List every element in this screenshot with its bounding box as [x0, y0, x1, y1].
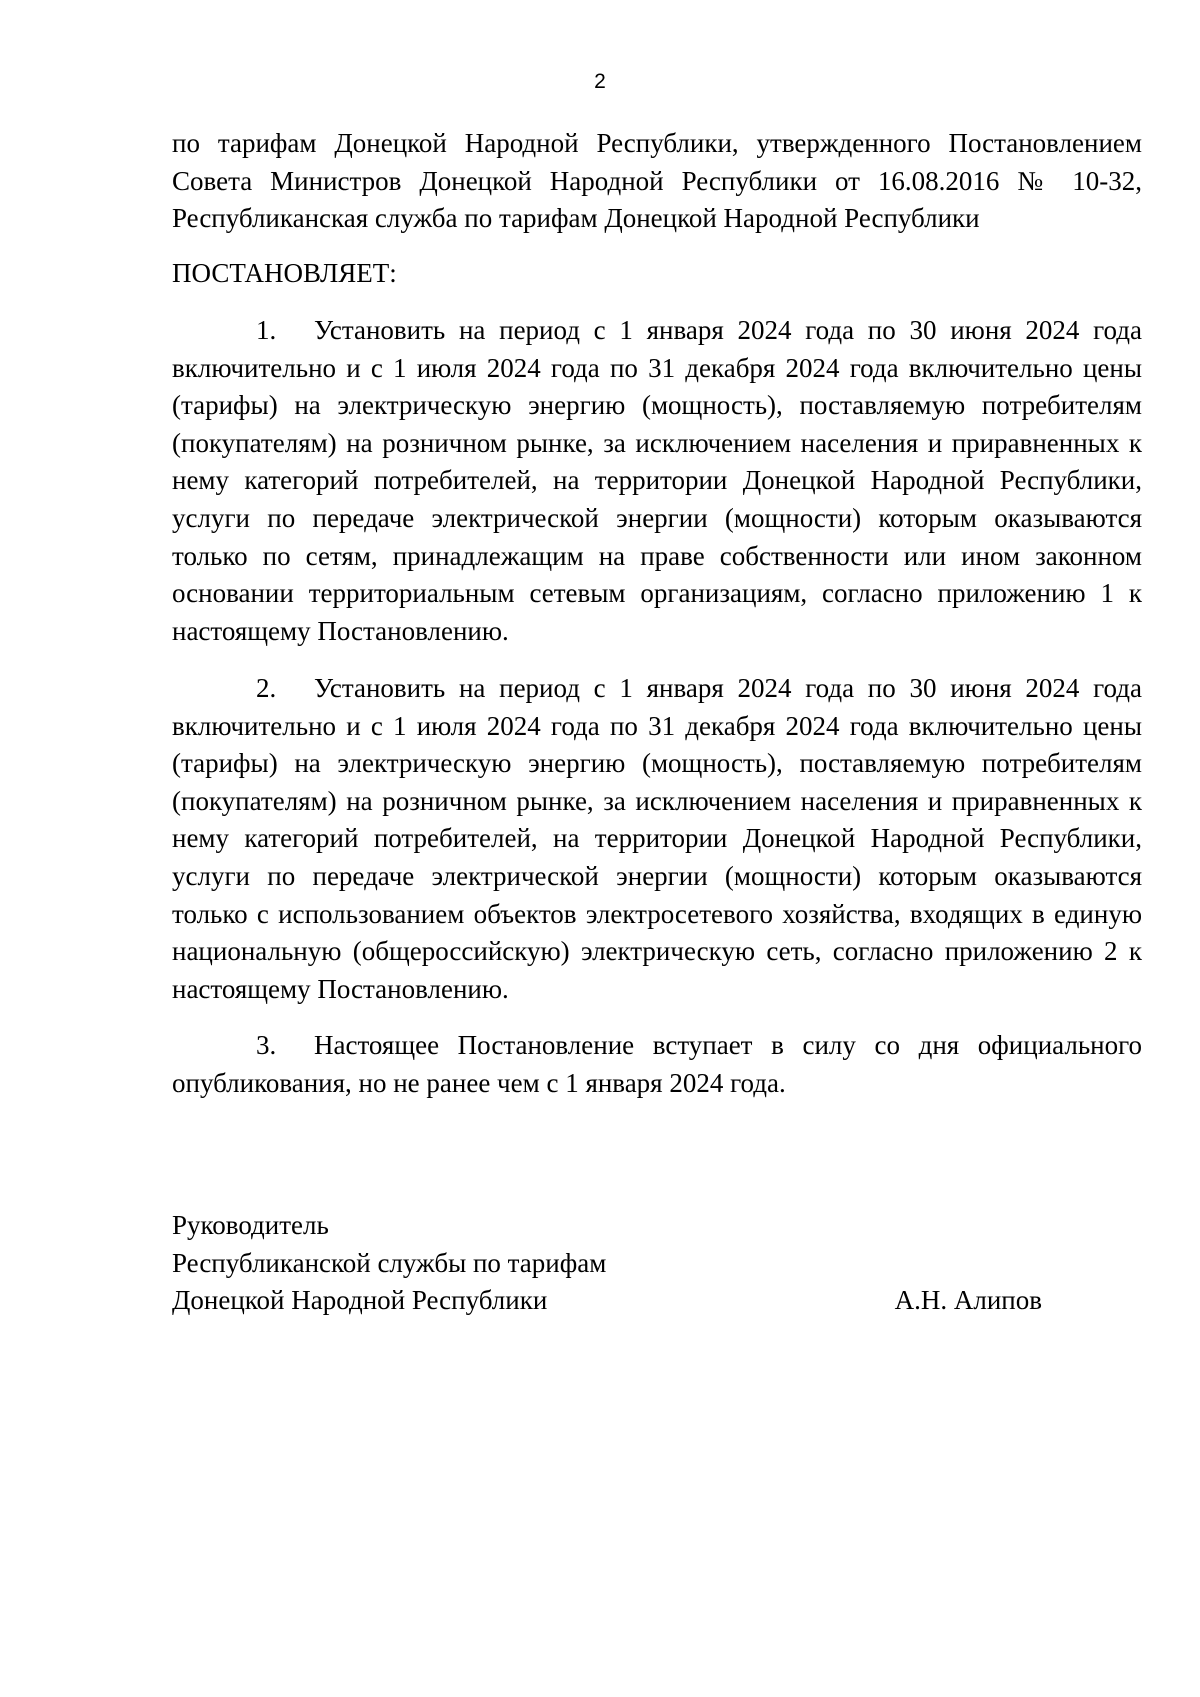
list-item: [172, 312, 1142, 650]
item-number: 3.: [256, 1030, 277, 1060]
item-number: 2.: [256, 673, 277, 703]
item-text: Установить на период с 1 января 2024 года по 30 июня 2024 года включительно и с 1 июля 2024 года по 31 декабря 2024 года включительно цены (тарифы) на электрическую энергию (мощность), поставляемую потребителям (покупателям) на розничном рынке, за исключением населения и приравненных к нему категорий потребителей, на территории Донецкой Народной Республики, услуги по передаче электрической энергии (мощности) которым оказываются только с использованием объектов электросетевого хозяйства, входящих в единую национальную (общероссийскую) электрическую сеть, согласно приложению 2 к настоящему Постановлению.: [172, 673, 1142, 1004]
intro-text: по тарифам Донецкой Народной Республики, утвержденного Постановлением Совета Министров Донецкой Народной Республики от 16.08.2016 № 10-32, Республиканская служба по тарифам Донецкой Народной Республики: [172, 128, 1142, 234]
list-item: [172, 670, 1142, 1008]
item-text: Настоящее Постановление вступает в силу со дня официального опубликования, но не ранее чем с 1 января 2024 года.: [172, 1030, 1142, 1098]
item-number: 1.: [256, 315, 277, 345]
signature-title-line-1: Руководитель: [172, 1210, 329, 1240]
signatory-name: А.Н. Алипов: [894, 1285, 1042, 1316]
decree-heading: ПОСТАНОВЛЯЕТ:: [172, 258, 397, 288]
signature-block: [172, 1207, 1042, 1320]
page-number: 2: [594, 70, 606, 93]
signature-title-line-3: Донецкой Народной Республики: [172, 1285, 548, 1316]
list-item: [172, 1027, 1142, 1102]
item-text: Установить на период с 1 января 2024 года по 30 июня 2024 года включительно и с 1 июля 2024 года по 31 декабря 2024 года включительно цены (тарифы) на электрическую энергию (мощность), поставляемую потребителям (покупателям) на розничном рынке, за исключением населения и приравненных к нему категорий потребителей, на территории Донецкой Народной Республики, услуги по передаче электрической энергии (мощности) которым оказываются только по сетям, принадлежащим на праве собственности или ином законном основании территориальным сетевым организациям, согласно приложению 1 к настоящему Постановлению.: [172, 315, 1142, 646]
signature-title-line-2: Республиканской службы по тарифам: [172, 1247, 607, 1278]
intro-paragraph: [172, 125, 1142, 238]
